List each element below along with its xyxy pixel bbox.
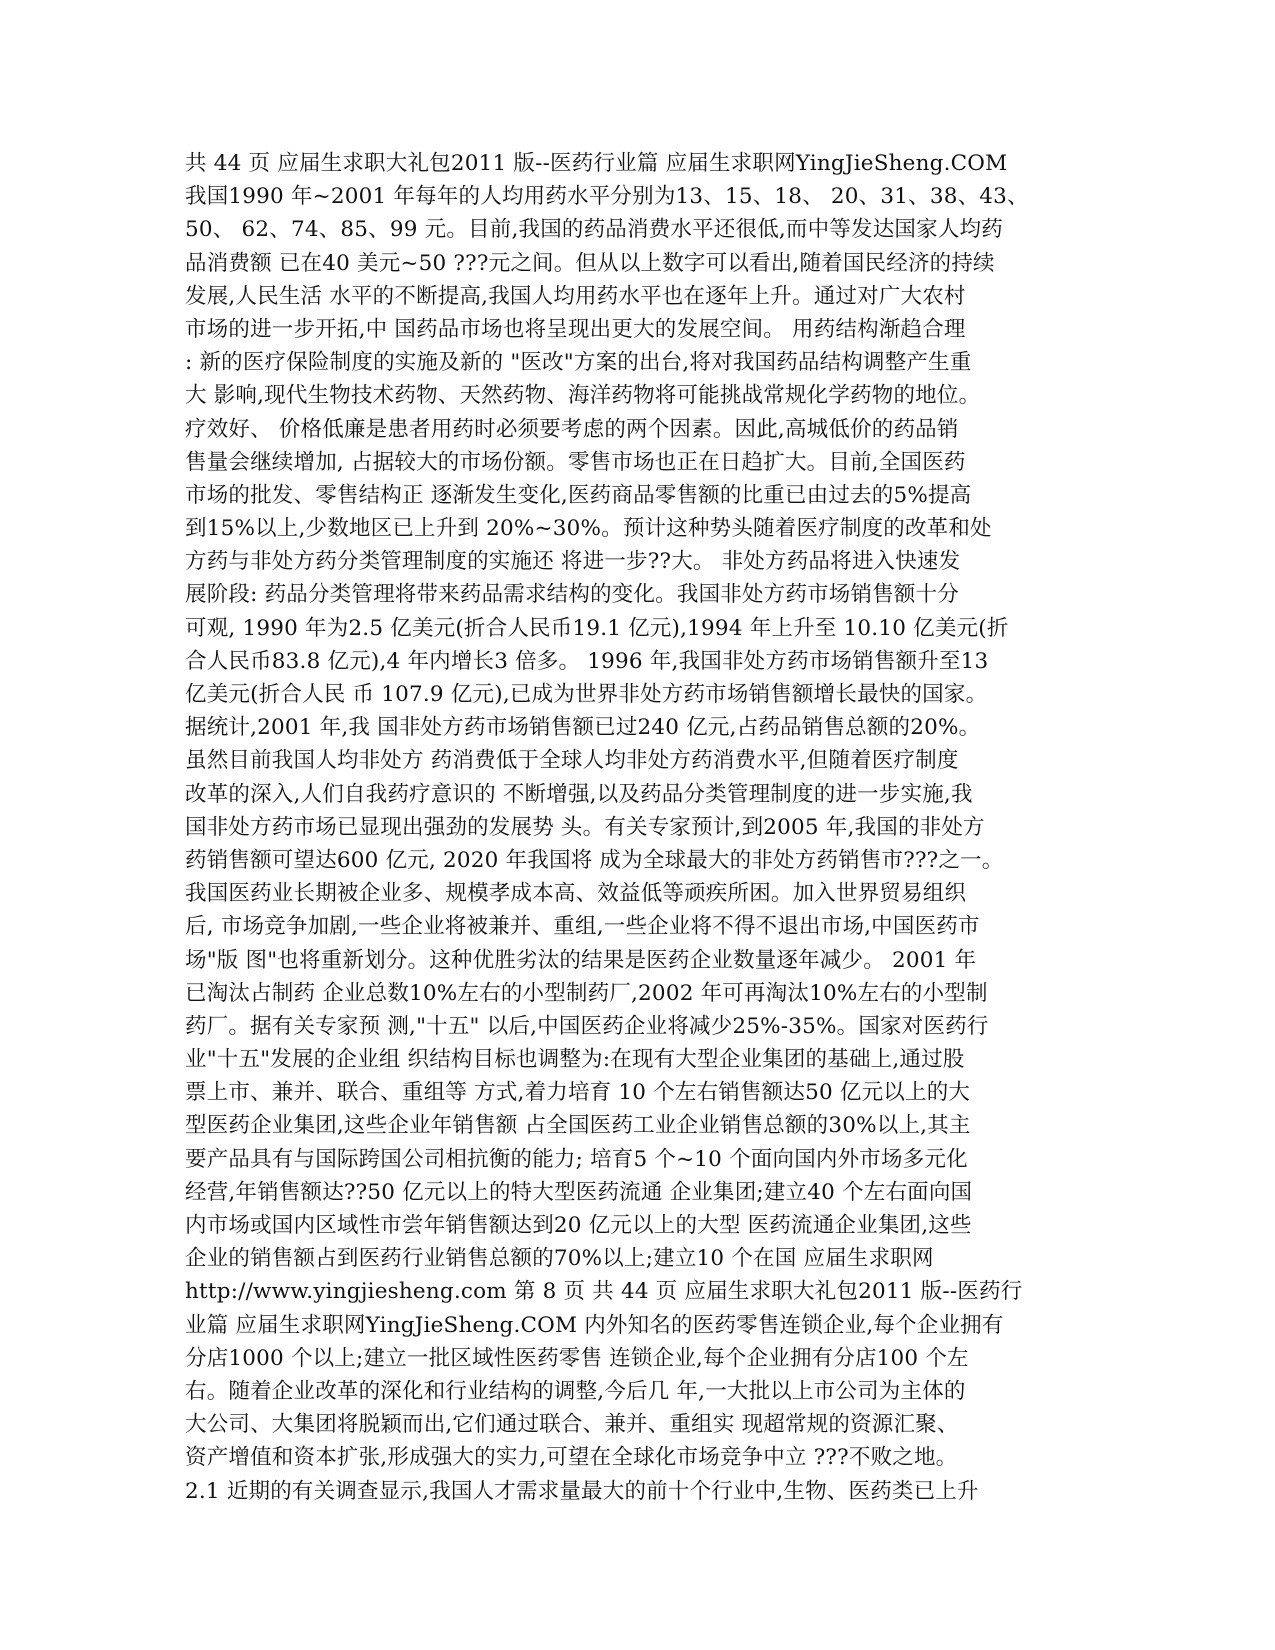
text-line: 售量会继续增加, 占据较大的市场份额。零售市场也正在日趋扩大。目前,全国医药 [185,449,966,475]
text-line: 品消费额 已在40 美元~50 ???元之间。但从以上数字可以看出,随着国民经济的持续 [185,250,995,276]
text-line: 后, 市场竞争加剧,一些企业将被兼并、重组,一些企业将不得不退出市场,中国医药市 [185,914,980,940]
text-line: 我国医药业长期被企业多、规模孝成本高、效益低等顽疾所困。加入世界贸易组织 [185,881,967,907]
text-line: 市场的进一步开拓,中 国药品市场也将呈现出更大的发展空间。 用药结构渐趋合理 [185,316,966,342]
text-line: 展阶段: 药品分类管理将带来药品需求结构的变化。我国非处方药市场销售额十分 [185,582,959,608]
text-line: 我国1990 年~2001 年每年的人均用药水平分别为13、15、18、 20、31、38、43、 [185,184,1029,210]
text-line: 2.1 近期的有关调查显示,我国人才需求量最大的前十个行业中,生物、医药类已上升 [185,1478,979,1504]
text-line: 大公司、大集团将脱颖而出,它们通过联合、兼并、重组实 现超常规的资源汇聚、 [185,1412,959,1438]
text-line: 市场的批发、零售结构正 逐渐发生变化,医药商品零售额的比重已由过去的5%提高 [185,482,972,508]
text-line: : 新的医疗保险制度的实施及新的 "医改"方案的出台,将对我国药品结构调整产生重 [185,350,972,376]
text-line: 疗效好、 价格低廉是患者用药时必须要考虑的两个因素。因此,高城低价的药品销 [185,416,959,442]
text-line: 内市场或国内区域性市尝年销售额达到20 亿元以上的大型 医药流通企业集团,这些 [185,1213,972,1238]
text-line: 业"十五"发展的企业组 织结构目标也调整为:在现有大型企业集团的基础上,通过股 [185,1047,965,1073]
text-line: 药厂。据有关专家预 测,"十五" 以后,中国医药企业将减少25%-35%。国家对医药行 [185,1013,989,1039]
text-line: 已淘汰占制药 企业总数10%左右的小型制药厂,2002 年可再淘汰10%左右的小型制 [185,980,988,1006]
text-line: 右。随着企业改革的深化和行业结构的调整,今后几 年,一大批以上市公司为主体的 [185,1378,966,1404]
text-line: 50、 62、74、85、99 元。目前,我国的药品消费水平还很低,而中等发达国家人均药 [185,217,1003,243]
text-line: 企业的销售额占到医药行业销售总额的70%以上;建立10 个在国 应届生求职网 [185,1246,934,1272]
text-line: 型医药企业集团,这些企业年销售额 占全国医药工业企业销售总额的30%以上,其主 [185,1113,971,1139]
text-line: 药销售额可望达600 亿元, 2020 年我国将 成为全球最大的非处方药销售市???之一。 [185,847,1004,873]
text-line: 可观, 1990 年为2.5 亿美元(折合人民币19.1 亿元),1994 年上升至 10.10 亿美元(折 [185,615,1009,641]
document-body [185,147,1085,1508]
text-line: 共 44 页 应届生求职大礼包2011 版--医药行业篇 应届生求职网YingJieSheng.COM [185,151,1008,176]
text-line: 经营,年销售额达??50 亿元以上的特大型医药流通 企业集团;建立40 个左右面向国 [185,1179,973,1205]
text-line: 大 影响,现代生物技术药物、天然药物、海洋药物将可能挑战常规化学药物的地位。 [185,383,981,409]
text-line: 亿美元(折合人民 币 107.9 亿元),已成为世界非处方药市场销售额增长最快的国家。 [185,682,988,707]
text-line: 虽然目前我国人均非处方 药消费低于全球人均非处方药消费水平,但随着医疗制度 [185,748,959,774]
text-line: 发展,人民生活 水平的不断提高,我国人均用药水平也在逐年上升。通过对广大农村 [185,283,966,309]
text-line: 到15%以上,少数地区已上升到 20%~30%。预计这种势头随着医疗制度的改革和处 [185,516,992,542]
text-line: 据统计,2001 年,我 国非处方药市场销售额已过240 亿元,占药品销售总额的20%。 [185,715,981,741]
text-line: http://www.yingjiesheng.com 第 8 页 共 44 页 应届生求职大礼包2011 版--医药行 [185,1279,1023,1305]
text-line: 分店1000 个以上;建立一批区域性医药零售 连锁企业,每个企业拥有分店100 个左 [185,1345,969,1371]
text-line: 方药与非处方药分类管理制度的实施还 将进一步??大。 非处方药品将进入快速发 [185,549,961,575]
text-line: 国非处方药市场已显现出强劲的发展势 头。有关专家预计,到2005 年,我国的非处方 [185,814,985,840]
text-line: 合人民币83.8 亿元),4 年内增长3 倍多。 1996 年,我国非处方药市场销售额升至13 [185,648,989,674]
text-line: 票上市、兼并、联合、重组等 方式,着力培育 10 个左右销售额达50 亿元以上的大 [185,1080,971,1106]
text-line: 场"版 图"也将重新划分。这种优胜劣汰的结果是医药企业数量逐年减少。 2001 年 [185,947,977,973]
text-line: 要产品具有与国际跨国公司相抗衡的能力; 培育5 个~10 个面向国内外市场多元化 [185,1146,968,1172]
text-line: 业篇 应届生求职网YingJieSheng.COM 内外知名的医药零售连锁企业,每个企业拥有 [185,1312,1004,1338]
text-line: 资产增值和资本扩张,形成强大的实力,可望在全球化市场竞争中立 ???不败之地。 [185,1445,958,1471]
text-line: 改革的深入,人们自我药疗意识的 不断增强,以及药品分类管理制度的进一步实施,我 [185,781,973,807]
